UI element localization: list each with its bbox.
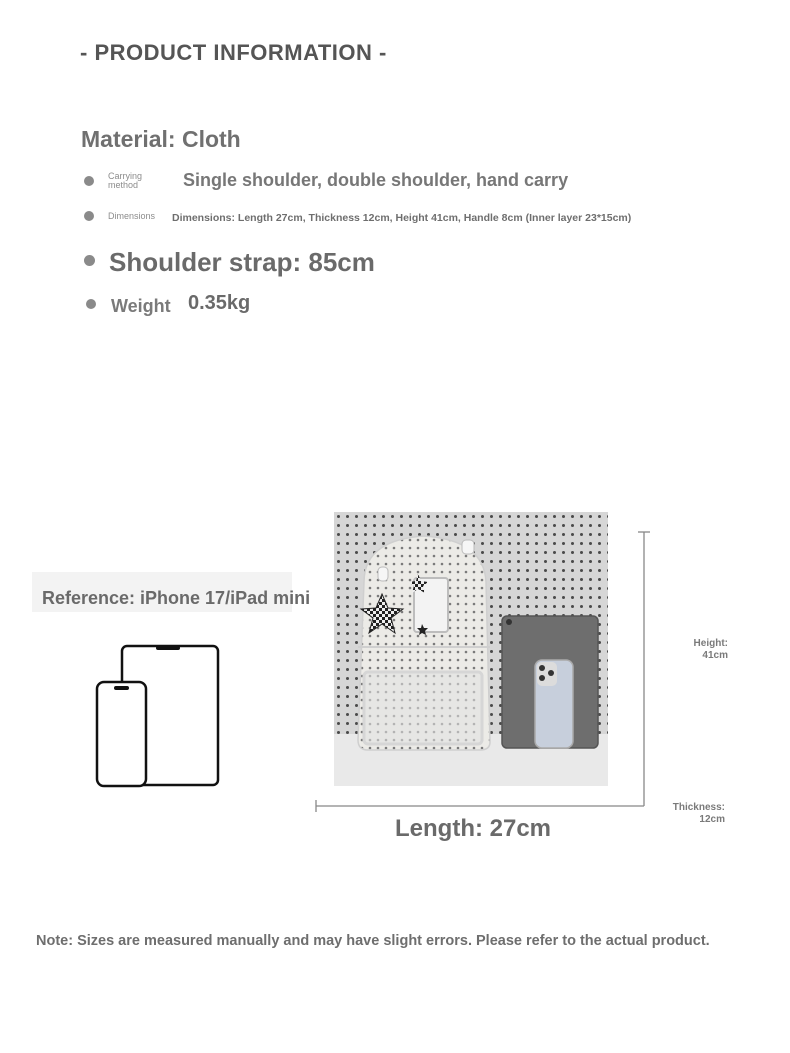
iphone-outline-icon xyxy=(97,682,146,786)
material-text: Material: Cloth xyxy=(81,126,241,152)
reference-text: Reference: iPhone 17/iPad mini xyxy=(42,588,311,608)
weight-label: Weight xyxy=(111,296,171,316)
dimensions-value: Dimensions: Length 27cm, Thickness 12cm, Height 41cm, Handle 8cm (Inner layer 23*15cm) xyxy=(172,212,632,224)
dimensions-label: Dimensions xyxy=(108,211,156,221)
height-label xyxy=(670,638,728,662)
page-title: - PRODUCT INFORMATION - xyxy=(80,40,387,65)
iphone-ipad-outline-icon xyxy=(90,640,230,795)
thickness-label-line2: 12cm xyxy=(699,814,725,825)
length-label: Length: 27cm xyxy=(395,815,552,842)
carrying-label-line2: method xyxy=(108,180,139,190)
bullet-dot xyxy=(84,176,94,186)
weight-value: 0.35kg xyxy=(188,292,251,314)
shoulder-strap-text: Shoulder strap: 85cm xyxy=(109,247,375,277)
measurement-lines xyxy=(300,520,660,820)
carrying-value: Single shoulder, double shoulder, hand carry xyxy=(183,170,569,190)
carrying-label xyxy=(108,172,142,190)
bullet-dot xyxy=(86,299,96,309)
bullet-dot xyxy=(84,211,94,221)
thickness-label-line1: Thickness: xyxy=(672,802,725,813)
height-label-line2: 41cm xyxy=(702,650,728,661)
height-label-line1: Height: xyxy=(693,638,728,649)
disclaimer-note: Note: Sizes are measured manually and may have slight errors. Please refer to the actual product. xyxy=(36,933,710,949)
thickness-label xyxy=(660,802,725,826)
bullet-dot xyxy=(84,255,95,266)
carrying-label-line1: Carrying xyxy=(108,171,143,181)
